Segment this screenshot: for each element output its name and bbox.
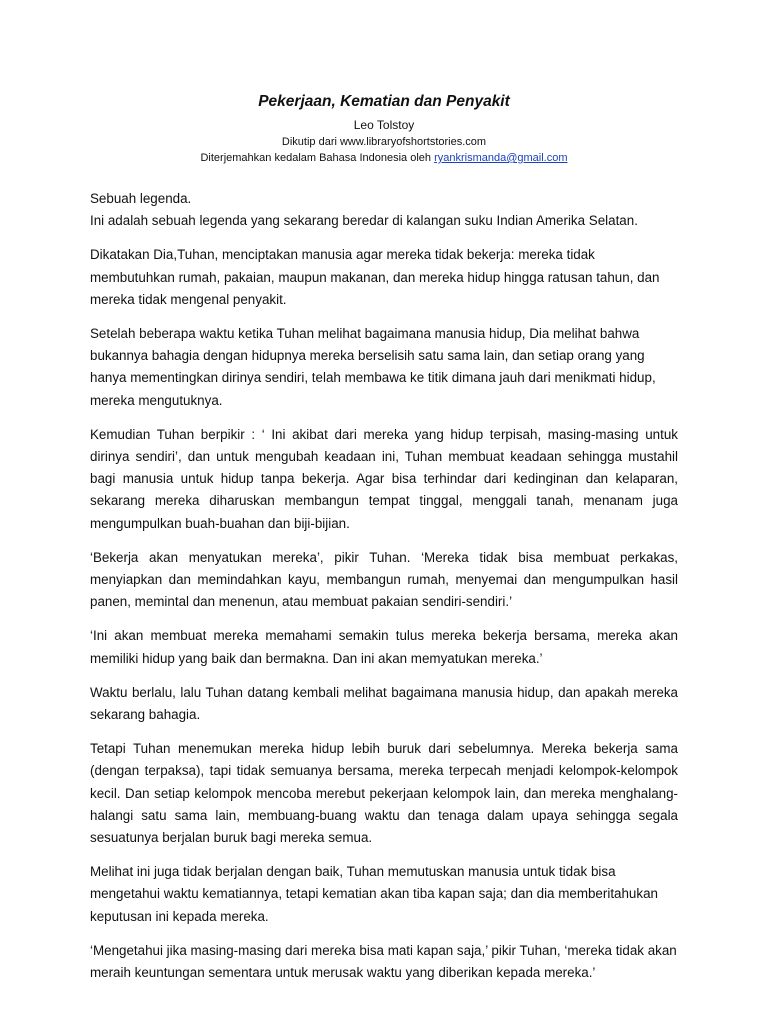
paragraph: ‘Ini akan membuat mereka memahami semakin tulus mereka bekerja bersama, mereka akan memiliki hidup yang baik dan bermakna. Dan ini akan memyatukan mereka.’ <box>90 628 678 666</box>
translator-prefix: Diterjemahkan kedalam Bahasa Indonesia oleh <box>200 152 435 164</box>
document-author: Leo Tolstoy <box>353 118 415 132</box>
paragraph: Waktu berlalu, lalu Tuhan datang kembali melihat bagaimana manusia hidup, dan apakah mereka sekarang bahagia. <box>90 684 678 723</box>
paragraph: Tetapi Tuhan menemukan mereka hidup lebih buruk dari sebelumnya. Mereka bekerja sama (dengan terpaksa), tapi tidak semuanya bersama, mereka terpecah menjadi kelompok-kelompok kecil. Dan setiap kelompok mencoba merebut pekerjaan kelompok lain, dan mereka menghalang-halangi satu sama lain, membuang-buang waktu dan tenaga dalam upaya sehingga segala sesuatunya berjalan buruk bagi mereka semua. <box>90 741 678 846</box>
document-header <box>90 92 678 166</box>
translator-line <box>90 150 678 166</box>
translator-email-link[interactable]: ryankrismanda@gmail.com <box>434 152 568 164</box>
paragraph: Dikatakan Dia,Tuhan, menciptakan manusia agar mereka tidak bekerja: mereka tidak membutuhkan rumah, pakaian, maupun makanan, dan mereka hidup hingga ratusan tahun, dan mereka tidak mengenal penyakit. <box>90 247 660 307</box>
paragraph: Melihat ini juga tidak berjalan dengan baik, Tuhan memutuskan manusia untuk tidak bisa mengetahui waktu kematiannya, tetapi kematian akan tiba kapan saja; dan dia memberitahukan keputusan ini kepada mereka. <box>90 864 658 924</box>
paragraph: ‘Mengetahui jika masing-masing dari mereka bisa mati kapan saja,’ pikir Tuhan, ‘mereka tidak akan meraih keuntungan sementara untuk merusak waktu yang diberikan kepada mereka.’ <box>90 942 677 981</box>
paragraph: Setelah beberapa waktu ketika Tuhan melihat bagaimana manusia hidup, Dia melihat bahwa bukannya bahagia dengan hidupnya mereka berselisih satu sama lain, dan setiap orang yang hanya mementingkan dirinya sendiri, telah membawa ke titik dimana jauh dari menikmati hidup, mereka mengutuknya. <box>90 326 656 408</box>
document-page <box>90 92 678 996</box>
paragraph: Kemudian Tuhan berpikir : ‘ Ini akibat dari mereka yang hidup terpisah, masing-masing untuk dirinya sendiri’, dan untuk mengubah keadaan ini, Tuhan membuat keadaan sehingga mustahil bagi manusia untuk hidup tanpa bekerja. Agar bisa terhindar dari kedinginan dan kelaparan, sekarang mereka diharuskan membangun tempat tinggal, menggali tanah, menanam juga mengumpulkan buah-buahan dan biji-bijian. <box>90 426 678 531</box>
paragraph: ‘Bekerja akan menyatukan mereka’, pikir Tuhan. ‘Mereka tidak bisa membuat perkakas, menyiapkan dan memindahkan kayu, membangun rumah, menyemai dan mengumpulkan hasil panen, memintal dan menenun, atau membuat pakaian sendiri-sendiri.’ <box>90 549 678 610</box>
document-body <box>90 188 678 984</box>
paragraph: Ini adalah sebuah legenda yang sekarang beredar di kalangan suku Indian Amerika Selatan. <box>90 213 638 229</box>
document-title: Pekerjaan, Kematian dan Penyakit <box>258 93 510 110</box>
document-source: Dikutip dari www.libraryofshortstories.com <box>281 136 487 148</box>
paragraph: Sebuah legenda. <box>90 191 192 206</box>
